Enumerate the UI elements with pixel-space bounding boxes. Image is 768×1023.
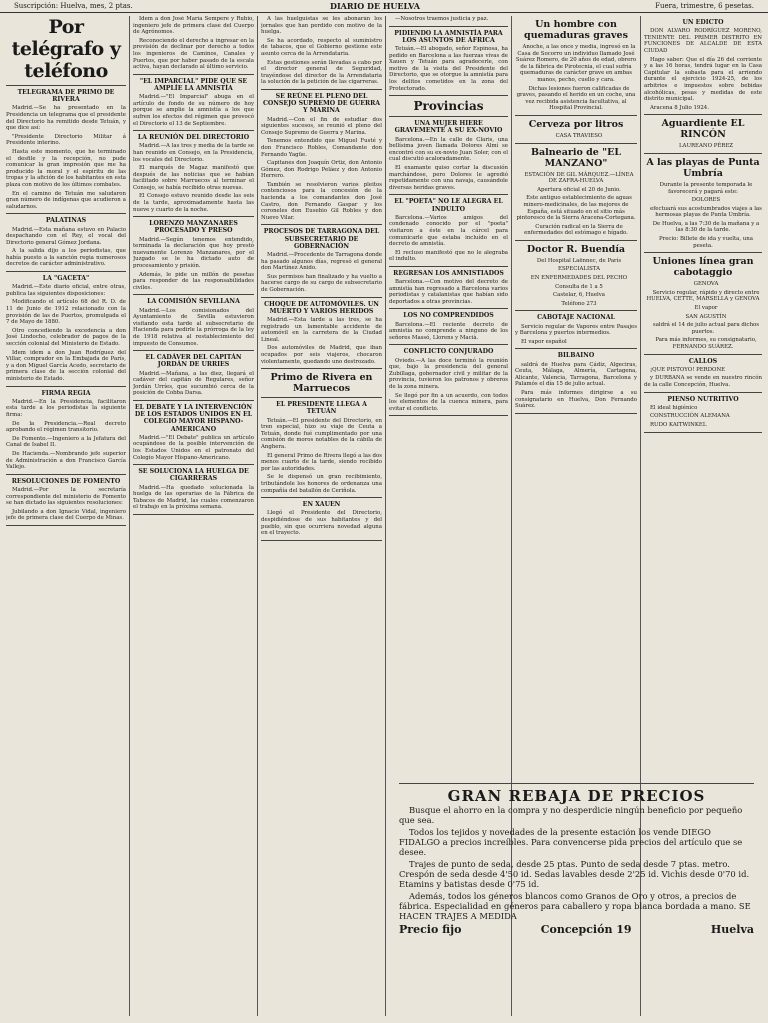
article-headline: CONFLICTO CONJURADO	[403, 348, 494, 356]
article	[389, 270, 508, 310]
section-divider	[644, 114, 762, 115]
article-paragraph: Madrid.—Este diario oficial, entre otras, publica las siguientes disposiciones:	[6, 284, 126, 297]
article-paragraph: Tetuán.—El abogado, señor Espinosa, ha pedido en Barcelona a las fuerzas vivas de Xauen y Tetuán para agradecerle, con motivo de la visita del Presidente del Directorio, que se otorgue la amnistía para los delitos cometidos en la zona del Protectorado.	[389, 46, 508, 92]
section-divider	[644, 354, 762, 355]
article-paragraph: Madrid.—Con el fin de estudiar dos siguientes sucesos, se reunió el pleno del Consejo Supremo de Guerra y Marina.	[261, 116, 382, 136]
masthead-bar	[0, 0, 768, 13]
article	[389, 30, 508, 97]
article-paragraph: Precio: Billete de ida y vuelta, una peseta.	[659, 236, 753, 249]
section-divider	[515, 115, 637, 116]
section-divider	[133, 400, 254, 401]
article-paragraph: —Nosotros traemos justicia y paz.	[395, 16, 489, 22]
article-paragraph: El vapor	[694, 305, 718, 312]
section-divider	[644, 252, 762, 253]
article-paragraph: Madrid.—Los comisionados del Ayuntamiento de Sevilla estuvieron visitando esta tarde al subsecretario de Hacienda para pedirle la prórroga de la ley de 1918 relativa al restablecimiento del impuesto de Consumos.	[133, 307, 254, 347]
section-divider	[389, 344, 508, 345]
outside-price: Fuera, trimestre, 6 pesetas.	[655, 2, 754, 10]
article	[389, 120, 508, 195]
article	[389, 198, 508, 267]
article-paragraph: CASA TRAVIESO	[555, 132, 603, 139]
section-divider	[389, 26, 508, 27]
article	[6, 390, 126, 475]
article-paragraph: Barcelona.—Con motivo del decreto de amnistía han regresado a Barcelona varios periodistas y catalanistas que habían sido deportados a otras provincias.	[389, 279, 508, 305]
column-rule	[129, 16, 130, 1016]
article-headline: CALLOS	[688, 357, 718, 365]
section-divider	[515, 143, 637, 144]
section-divider	[261, 297, 382, 298]
article	[133, 16, 254, 75]
article	[515, 19, 637, 116]
article-headline: EL "POETA" NO LE ALEGRA EL INDULTO	[394, 198, 503, 213]
article-headline: CABOTAJE NACIONAL	[537, 314, 615, 322]
column-3-sections	[261, 16, 382, 541]
article-paragraph: Madrid.—Procedente de Tarragona donde ha pasado algunos días, regresó el general don Martínez Anido.	[261, 252, 382, 272]
section-divider	[261, 89, 382, 90]
column-rule	[257, 16, 258, 1016]
article-headline: PROCESOS DE TARRAGONA DEL SUBSECRETARIO DE GOBERNACIÓN	[263, 228, 380, 250]
section-divider	[389, 308, 508, 309]
article	[6, 478, 126, 526]
section-divider	[6, 525, 126, 526]
section-divider	[515, 348, 637, 349]
article-paragraph: El general Primo de Rivera llegó a las dos menos cuarto de la tarde, siendo recibido por las autoridades.	[261, 452, 382, 472]
section-divider	[644, 153, 762, 154]
article-headline: RESOLUCIONES DE FOMENTO	[11, 477, 121, 485]
section-divider	[389, 116, 508, 117]
article	[644, 256, 762, 354]
column-2-sections	[133, 16, 254, 515]
article-paragraph: Madrid.—"El Debate" publica un artículo ocupándose de la posible intervención de los Estados Unidos en el patronato del Colegio Mayor Hispano-Americano.	[133, 434, 254, 461]
article-paragraph: Madrid.—"El Imparcial" abuga en el artículo de fondo de su número de hoy porque se amplie la amnistía a los que sufren los efectos del régimen que provocó el Directorio el 13 de Septiembre.	[133, 94, 254, 127]
article-paragraph: Tetuán.—El presidente del Directorio, en tren especial, hizo su viaje de Ceuta a Tetuán, donde fué cumplimentado por una comisión de moros notables de la cábila de Anghera.	[261, 417, 382, 450]
article-paragraph: Para más informes, su consignatario, FERNANDO SUÁREZ.	[655, 337, 757, 351]
article-paragraph: Reconociendo el derecho a ingresar en la previsión de declinar por derecho a todos los ingenieros de Caminos, Canales y Puertos, que por haber pasado de la escala activa, hayan declarado al último servicio.	[133, 37, 254, 71]
article-paragraph: Consulta de 1 a 5	[555, 283, 603, 290]
article	[515, 314, 637, 349]
article-paragraph: Se llegó por fin a un acuerdo, con todos los elementos de la cuenca minera, para evitar el conflicto.	[389, 392, 508, 412]
article	[515, 352, 637, 413]
article-headline: "EL IMPARCIAL" PIDE QUE SE AMPLÍE LA AMNISTÍA	[139, 77, 248, 92]
column-5	[515, 16, 637, 776]
column-5-sections	[515, 19, 637, 414]
article-paragraph: Capitanes don Joaquín Ortiz, don Antonio Gómez, don Rodrigo Peláez y don Antonio Herrero.	[261, 160, 382, 180]
article-paragraph: Barcelona.—En la calle de Claris, una bellísima joven llamada Dolores Almí se encontró con su ex-novio Juan Soler, con el cual discutió acaloradamente.	[389, 136, 508, 163]
article-paragraph: Modificando el artículo 68 del R. D. de 11 de Junio de 1912 relacionado con la provisión de las de Puertos, promulgada el 7 de Mayo de 1880.	[6, 299, 126, 326]
article-paragraph: Madrid.—En la Presidencia, facilitaron esta tarde a los periodistas la siguiente firma:	[6, 398, 126, 418]
article-paragraph: Se le dispensó un gran recibimiento, tributándole los honores de ordenanza una compañía del batallón de Ceriñola.	[261, 474, 382, 494]
article-paragraph: Jubilando a don Ignacio Vidal, ingeniero jefe de primera clase del Cuerpo de Minas.	[6, 508, 126, 522]
article-headline: SE REÚNE EL PLENO DEL CONSEJO SUPREMO DE GUERRA Y MARINA	[262, 92, 381, 115]
article	[133, 354, 254, 401]
article-paragraph: Madrid.—Según tenemos entendido, terminada la declaración que hoy prestó nuevamente Lorenzo Manzanares, por el Juzgado se le ha dictado auto de procesamiento y prisión.	[133, 236, 254, 270]
section-divider	[389, 95, 508, 96]
article	[133, 134, 254, 217]
sale-ad-fixed-price: Precio fijo	[399, 923, 462, 936]
article-paragraph: Madrid.—Esta tarde a las tres, se ha registrado un lamentable accidente de automóvil en la carretera de la Ciudad Lineal.	[261, 317, 382, 343]
section-divider	[133, 216, 254, 217]
article-headline: FIRMA REGIA	[41, 389, 91, 397]
article-headline: LA "GACETA"	[42, 275, 90, 283]
article-paragraph: Este antiguo establecimiento de aguas minero-medicinales, de las mejores de España, está situado en el sitio más pintoresco de la Sierra Aracena-Cortegana.	[516, 195, 636, 222]
article-paragraph: Sus permisos han finalizado y ha vuelto a hacerse cargo de su cargo de subsecretario de Gobernación.	[261, 273, 382, 294]
article	[133, 220, 254, 295]
article-paragraph: Hago saber: Que el día 26 del corriente y a las 16 horas, tendrá lugar en la Casa Capitular la subasta para el arriendo durante el ejercicio 1924-25, de los arbitrios e impuestos sobre bebidas alcohólicas, pesas y medidas de este distrito municipal.	[644, 56, 762, 103]
article-paragraph: Aracena 8 Julio 1924.	[650, 104, 709, 111]
article	[6, 275, 126, 387]
article-paragraph: Apertura oficial el 20 de Junio.	[537, 186, 621, 193]
article-paragraph: Tenemos entendido que Miguel Fusté y don Francisco Robles, Comandante don Fernando Yagüe.	[261, 138, 382, 158]
article-headline: Primo de Rivera en Marruecos	[270, 372, 373, 395]
article-paragraph: Dichas lesiones fueron calificadas de graves, pasando el herido en un coche, una vez recibida asistencia facultativa, al Hospital Provincial.	[516, 85, 636, 112]
article-paragraph: Servicio regular, rápido y directo entre HUELVA, CETTE, MARSELLA y GENOVA	[646, 289, 760, 303]
article	[261, 301, 382, 370]
section-divider	[261, 368, 382, 369]
article-headline: Uniones línea gran cabotaggio	[652, 256, 754, 279]
article-paragraph: Madrid.—Se ha presentado en la Presidencia un telegrama que el presidente del Directorio ha remitido desde Tetuán, y que dice así:	[6, 105, 126, 132]
section-divider	[6, 213, 126, 214]
article-paragraph: El marqués de Magaz manifestó que después de las noticias que se habían facilitado sobre Marruecos al terminar el Consejo, se había recibido otras nuevas.	[133, 165, 254, 191]
section-divider	[389, 415, 508, 416]
article-paragraph: ESPECIALISTA	[558, 266, 600, 273]
column-4-sections	[389, 16, 508, 416]
article-paragraph: Llegó el Presidente del Directorio, despidiéndose de sus habitantes y del pueblo, sin que ocurriera novedad alguna en el trayecto.	[261, 510, 382, 537]
column-1	[6, 16, 126, 1016]
price-sale-ad	[399, 780, 754, 936]
article-paragraph: Madrid.—Por la secretaría correspondiente del ministerio de Fomento se han dictado las siguientes resoluciones:	[6, 486, 126, 507]
article	[261, 228, 382, 297]
article-headline: SE SOLUCIONA LA HUELGA DE CIGARRERAS	[138, 468, 249, 483]
article	[133, 468, 254, 515]
article	[515, 119, 637, 144]
article-headline: A las playas de Punta Umbría	[646, 156, 760, 179]
article	[644, 358, 762, 393]
article-paragraph: El vapor español	[521, 338, 567, 345]
article-paragraph: EN ENFERMEDADES DEL PECHO	[530, 275, 628, 282]
article-paragraph: A la salida dijo a los periodistas, que había puesto a la sanción regia numerosos decretos de carácter administrativo.	[6, 248, 126, 268]
article-headline: LOS NO COMPRENDIDOS	[403, 312, 494, 320]
column-3	[261, 16, 382, 1016]
article-paragraph: DOLORES	[691, 197, 721, 204]
article	[261, 16, 382, 90]
ad-paragraph: Además, todos los géneros blancos como Granos de Oro y otros, a precios de fábrica. Especialidad en géneros para caballero y ropa blanca bordada a mano. SE HACEN TRAJES A MEDIDA	[399, 891, 751, 921]
article-paragraph: Para más informes dirigirse a su consignatario en Huelva, Don Fernando Suárez.	[515, 390, 637, 410]
article	[6, 217, 126, 272]
article-paragraph: ESTACIÓN DE GIL MÁRQUEZ.—LÍNEA DE ZAFRA-HUELVA	[524, 171, 634, 185]
section-divider	[6, 386, 126, 387]
article-paragraph: Del Hospital Laënnec, de París	[536, 257, 622, 264]
article	[515, 244, 637, 312]
article-headline: Aguardiente EL RINCÓN	[661, 118, 745, 141]
article-paragraph: LAUREANO PÉREZ	[678, 143, 734, 150]
column-2	[133, 16, 254, 1016]
article-headline: Doctor R. Buendía	[526, 243, 626, 255]
article-paragraph: Teléfono 273	[561, 300, 597, 307]
article-headline: PIENSO NUTRITIVO	[667, 395, 739, 403]
article-paragraph: Hasta este momento, que he terminado el desfile y la recepción, no pude comunicar la gran impresión que me ha producido la moral y el espíritu de las tropas y la afición de los habitantes en esta plaza con motivo de los últimos combates.	[6, 148, 126, 188]
article-paragraph: De Hacienda.—Nombrando jefe superior de Administración a don Francisco García Vallejo.	[6, 450, 126, 471]
sale-ad-city: Huelva	[710, 923, 754, 936]
article-paragraph: RUDO KAITWINKEL	[650, 421, 707, 428]
article-paragraph: En el camino de Tetuán me saludaron gran número de indígenas que acudieron a saludarnos.	[6, 190, 126, 210]
article	[389, 348, 508, 416]
article-headline: EL PRESIDENTE LLEGA A TETUÁN	[276, 401, 367, 416]
section-divider	[133, 294, 254, 295]
article-paragraph: Idem idem a don Juan Rodríguez del Villar, comprador en la Embajada de París, y a don Miguel García Acedo, secretario de primera clase de la sección colonial del ministerio de Estado.	[6, 349, 126, 382]
column-6-sections	[644, 19, 762, 433]
article-paragraph: Durante la presente temporada le favorecerá y pagará este:	[659, 181, 753, 195]
section-divider	[644, 392, 762, 393]
column-1-sections	[6, 89, 126, 526]
article	[389, 99, 508, 117]
article-headline: BILBAINO	[557, 352, 595, 360]
section-divider	[133, 464, 254, 465]
section-divider	[515, 240, 637, 241]
article	[261, 501, 382, 541]
section-divider	[6, 474, 126, 475]
article-paragraph: De Fomento.—Ingeniero a la Jefatura del Canal de Isabel II.	[6, 435, 126, 449]
article-paragraph: También se resolvieron varios pleitos contenciosos para la concesión de la hacienda a los comandantes don José Castro, don Fernando Gaspar y los coroneles don Eusebio Gil Robles y don Nuevo Vilar.	[261, 181, 382, 221]
article-paragraph: saldrá el 14 de julio actual para dichos puertos.	[652, 322, 760, 335]
sale-ad-address: Concepción 19	[540, 923, 632, 936]
article-paragraph: Además, le pide un millón de pesetas para responder de las responsabilidades civiles.	[133, 271, 254, 291]
article-paragraph: CONSTRUCCIÓN ALEMANA	[650, 413, 730, 420]
article-paragraph: El ideal higiénico	[650, 404, 698, 411]
section-divider	[389, 266, 508, 267]
article-headline: UNA MUJER HIERE GRAVEMENTE A SU EX-NOVIO	[394, 120, 503, 135]
article-paragraph: De Huelva, a las 7:30 de la mañana y a las 8:30 de la tarde.	[652, 220, 760, 234]
article-paragraph: Otro concediendo la excedencia a don José Lindocho, celebrador de pagos de la sección colonial del Ministerio de Estado.	[6, 327, 126, 348]
article	[133, 298, 254, 351]
article-headline: Un hombre con quemaduras graves	[524, 19, 628, 41]
article-paragraph: Barcelona.—El reciente decreto de amnistía no comprende a ninguno de los señores Massó, Llorens y Macià.	[389, 321, 508, 341]
article-paragraph: De la Presidencia.—Real decreto aprobando el régimen transitorio.	[6, 420, 126, 434]
article-headline: UN EDICTO	[682, 19, 724, 26]
article-paragraph: El examante quiso cortar la discusión marchándose, pero Dolores le agredió repetidamente con una navaja, causándole diversas heridas graves.	[389, 164, 508, 191]
sale-ad-body	[399, 805, 754, 921]
sale-ad-footer	[399, 923, 754, 936]
ad-paragraph: Busque el ahorro en la compra y no desperdicie ningún beneficio por pequeño que sea.	[399, 805, 743, 825]
article	[644, 157, 762, 253]
article-paragraph: "Presidente Directorio Militar á Presidente interino.	[6, 133, 126, 147]
article	[644, 118, 762, 154]
section-divider	[261, 397, 382, 398]
article	[261, 93, 382, 226]
article-paragraph: Madrid.—Mañana, a las diez, llegará el cadáver del capitán de Regulares, señor Jordán Urríes, que sucumbió cerca de la posición de Cobba Darsa.	[133, 370, 254, 397]
section-divider	[644, 432, 762, 433]
article-headline: EL CADÁVER DEL CAPITÁN JORDÁN DE URRIES	[145, 354, 242, 369]
article-headline: REGRESAN LOS AMNISTIADOS	[393, 269, 504, 277]
article-paragraph: Dos automóviles de Madrid, que iban ocupados por seis viajeros, chocaron violentamente, quedando uno destrozado.	[261, 345, 382, 365]
article-headline: PALATINAS	[45, 217, 87, 225]
article-paragraph: Estas gestiones serán llevadas a cabo por el director general de Seguridad, trayéndose del director de la Arrendataria la solución de la petición de las cigarreras.	[261, 59, 382, 86]
article-paragraph: ¡QUE PISTOYO! PERDONE	[650, 366, 726, 373]
subscription-note: Suscripción: Huelva, mes, 2 ptas.	[14, 2, 133, 10]
article	[261, 372, 382, 398]
article-paragraph: Madrid.—Ha quedado solucionada la huelga de las operarias de la Fábrica de Tabacos de Madrid, las cuales comenzaron el trabajo en la próxima semana.	[133, 484, 254, 511]
section-divider	[133, 130, 254, 131]
article-paragraph: Curación radical en la Sierra de enfermedades del estómago e hígado.	[524, 223, 628, 237]
article-paragraph: Castelar, 6, Huelva	[552, 292, 605, 299]
article-paragraph: GENOVA	[693, 281, 719, 288]
article	[644, 19, 762, 115]
article-headline: LA REUNIÓN DEL DIRECTORIO	[137, 134, 250, 142]
section-divider	[515, 310, 637, 311]
section-divider	[133, 350, 254, 351]
section-divider	[133, 514, 254, 515]
article-headline: LORENZO MANZANARES PROCESADO Y PRESO	[149, 220, 238, 235]
article	[389, 312, 508, 345]
article-paragraph: Servicio regular de Vapores entre Pasajes y Barcelona y puertos intermedios.	[515, 323, 637, 337]
article	[515, 147, 637, 241]
article-paragraph: DON ALVARO RODRÍGUEZ MORENO, TENIENTE DEL PRIMER DISTRITO EN FUNCIONES DE ALCALDE DE ESTA CIUDAD	[644, 28, 762, 54]
article-paragraph: A las huelguistas se les abonarán los jornales que han perdido con motivo de la huelga.	[261, 16, 382, 36]
article-paragraph: Barcelona.—Varios amigos del condenado conocido por el "poeta" visitaron a éste en la cárcel para comunicarle que estaba incluído en el decreto de amnistía.	[389, 214, 508, 248]
article-paragraph: Madrid.—Esta mañana estuvo en Palacio despachando con el Rey, el vocal del Directorio general Gómez Jordana.	[6, 226, 126, 246]
article-paragraph: y DURBANA se vende en nuestro rincón de la calle Concepción, Huelva.	[644, 375, 762, 388]
article	[261, 401, 382, 498]
article-paragraph: Se ha acordado, respecto al suministro de tabacos, que el Gobierno gestione este asunto cerca de la Arrendataria.	[261, 37, 382, 57]
article-headline: PIDIENDO LA AMNISTÍA PARA LOS ASUNTOS DE ÁFRICA	[394, 29, 503, 44]
article-headline: TELEGRAMA DE PRIMO DE RIVERA	[17, 89, 115, 104]
article	[389, 16, 508, 27]
section-divider	[261, 224, 382, 225]
column-6	[644, 16, 762, 776]
section-divider	[515, 413, 637, 414]
article-headline: Balneario de "EL MANZANO"	[530, 146, 622, 169]
ad-paragraph: Trajes de punto de seda, desde 25 ptas. Punto de seda desde 7 ptas. metro. Crespón de seda desde 4'50 id. Sedas lavables desde 2'25 id. Vichis desde 0'70 id. Etamins y batistas desde 0'75 id.	[399, 859, 750, 889]
article-paragraph: SAN AGUSTÍN	[685, 313, 727, 320]
article-headline: LA COMISIÓN SEVILLANA	[147, 298, 240, 306]
article-paragraph: efectuará sus acostumbrados viajes a las hermosas playas de Punta Umbría.	[650, 205, 762, 219]
article-headline: EN XAUEN	[302, 501, 341, 509]
article-headline: Provincias	[413, 99, 484, 114]
sale-ad-title: GRAN REBAJA DE PRECIOS	[447, 787, 706, 805]
article	[6, 89, 126, 214]
newspaper-name: DIARIO DE HUELVA	[330, 1, 420, 11]
article-paragraph: Madrid.—A las tres y media de la tarde se han reunido en Consejo, en la Presidencia, los vocales del Directorio.	[133, 143, 254, 163]
article	[133, 404, 254, 465]
article-paragraph: saldrá de Huelva para Cádiz, Algeciras, Ceuta, Málaga, Almería, Cartagena, Alicante, Valencia, Tarragona, Barcelona y Palamós el día 15 de julio actual.	[515, 361, 637, 388]
section-divider	[261, 540, 382, 541]
article-headline: CHOQUE DE AUTOMÓVILES. UN MUERTO Y VARIOS HERIDOS	[264, 300, 379, 315]
section-divider	[389, 194, 508, 195]
article-headline: EL DEBATE Y LA INTERVENCIÓN DE LOS ESTADOS UNIDOS EN EL COLEGIO MAYOR HISPANO-AMERICANO	[134, 403, 253, 433]
article-paragraph: Idem a don José María Sempere y Rubio, ingeniero jefe de primera clase del Cuerpo de Agrónomos.	[133, 16, 254, 36]
article-paragraph: El Consejo estuvo reunido desde las seis de la tarde, aproximadamente hasta las nueve y cuarto de la noche.	[133, 193, 254, 213]
article-headline: Cerveza por litros	[528, 118, 624, 130]
ad-paragraph: Todos los tejidos y novedades de la presente estación los vende DIEGO FIDALGO a precios increíbles. Para convencerse pida precios del artículo que se desee.	[399, 827, 743, 857]
section-divider	[261, 497, 382, 498]
article-paragraph: El recluso manifestó que no le alegraba el indulto.	[389, 249, 508, 263]
column-rule	[385, 16, 386, 1016]
article	[644, 396, 762, 433]
section-divider	[133, 74, 254, 75]
article-paragraph: Oviedo.—A las doce terminó la reunión que, bajo la presidencia del general Zubillaga, gobernador civil y militar de la provincia, tuvieron los patronos y obreros de la zona minera.	[389, 357, 508, 391]
article-paragraph: Anoche, a las once y media, ingresó en la Casa de Socorro un individuo llamado José Suárez Romero, de 20 años de edad, obrero de la fábrica de Pirotecnia, el cual sufría quemaduras de carácter grave en ambas manos, pecho, cuello y cara.	[515, 44, 637, 83]
section-divider	[6, 271, 126, 272]
article	[133, 78, 254, 131]
main-headline: Por telégrafo y teléfono	[11, 16, 121, 82]
